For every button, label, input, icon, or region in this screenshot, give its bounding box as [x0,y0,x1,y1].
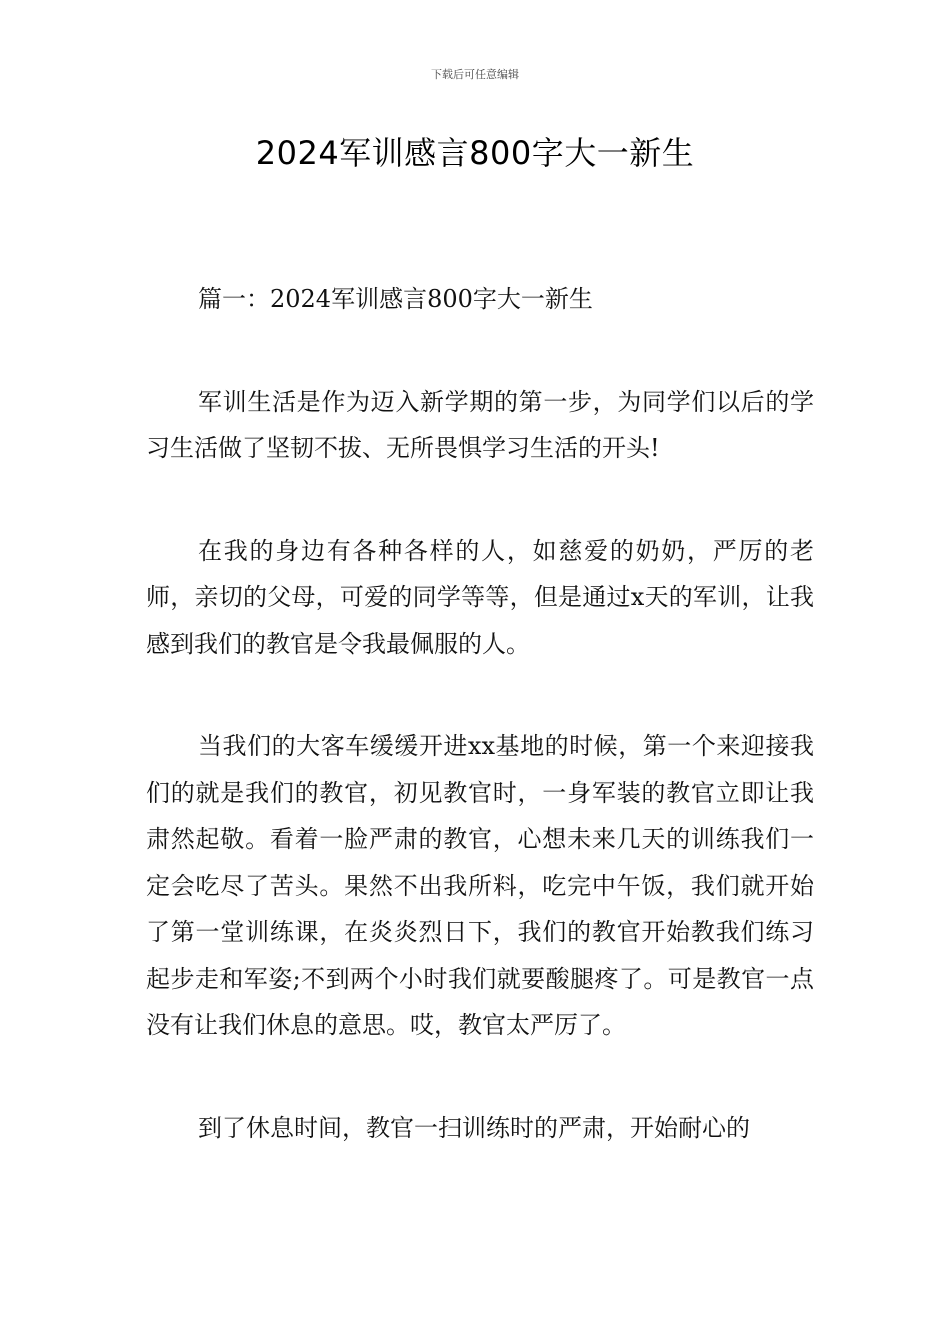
paragraph: 在我的身边有各种各样的人，如慈爱的奶奶，严厉的老师，亲切的父母，可爱的同学等等，但是通过x天的军训，让我感到我们的教官是令我最佩服的人。 [146,536,814,658]
paragraph: 到了休息时间，教官一扫训练时的严肃，开始耐心的 [198,1113,750,1142]
document-body [146,276,814,1207]
document-title: 2024军训感言800字大一新生 [255,134,695,172]
paragraph: 当我们的大客车缓缓开进xx基地的时候，第一个来迎接我们的就是我们的教官，初见教官时，一身军装的教官立即让我肃然起敬。看着一脸严肃的教官，心想未来几天的训练我们一定会吃尽了苦头。果然不出我所料，吃完中午饭，我们就开始了第一堂训练课，在炎炎烈日下，我们的教官开始教我们练习起步走和军姿;不到两个小时我们就要酸腿疼了。可是教官一点没有让我们休息的意思。哎，教官太严厉了。 [146,732,814,1039]
paragraph-section-heading: 篇一：2024军训感言800字大一新生 [198,285,593,313]
paragraph: 军训生活是作为迈入新学期的第一步，为同学们以后的学习生活做了坚韧不拔、无所畏惧学习生活的开头! [146,387,814,462]
header-note: 下载后可任意编辑 [431,68,519,81]
